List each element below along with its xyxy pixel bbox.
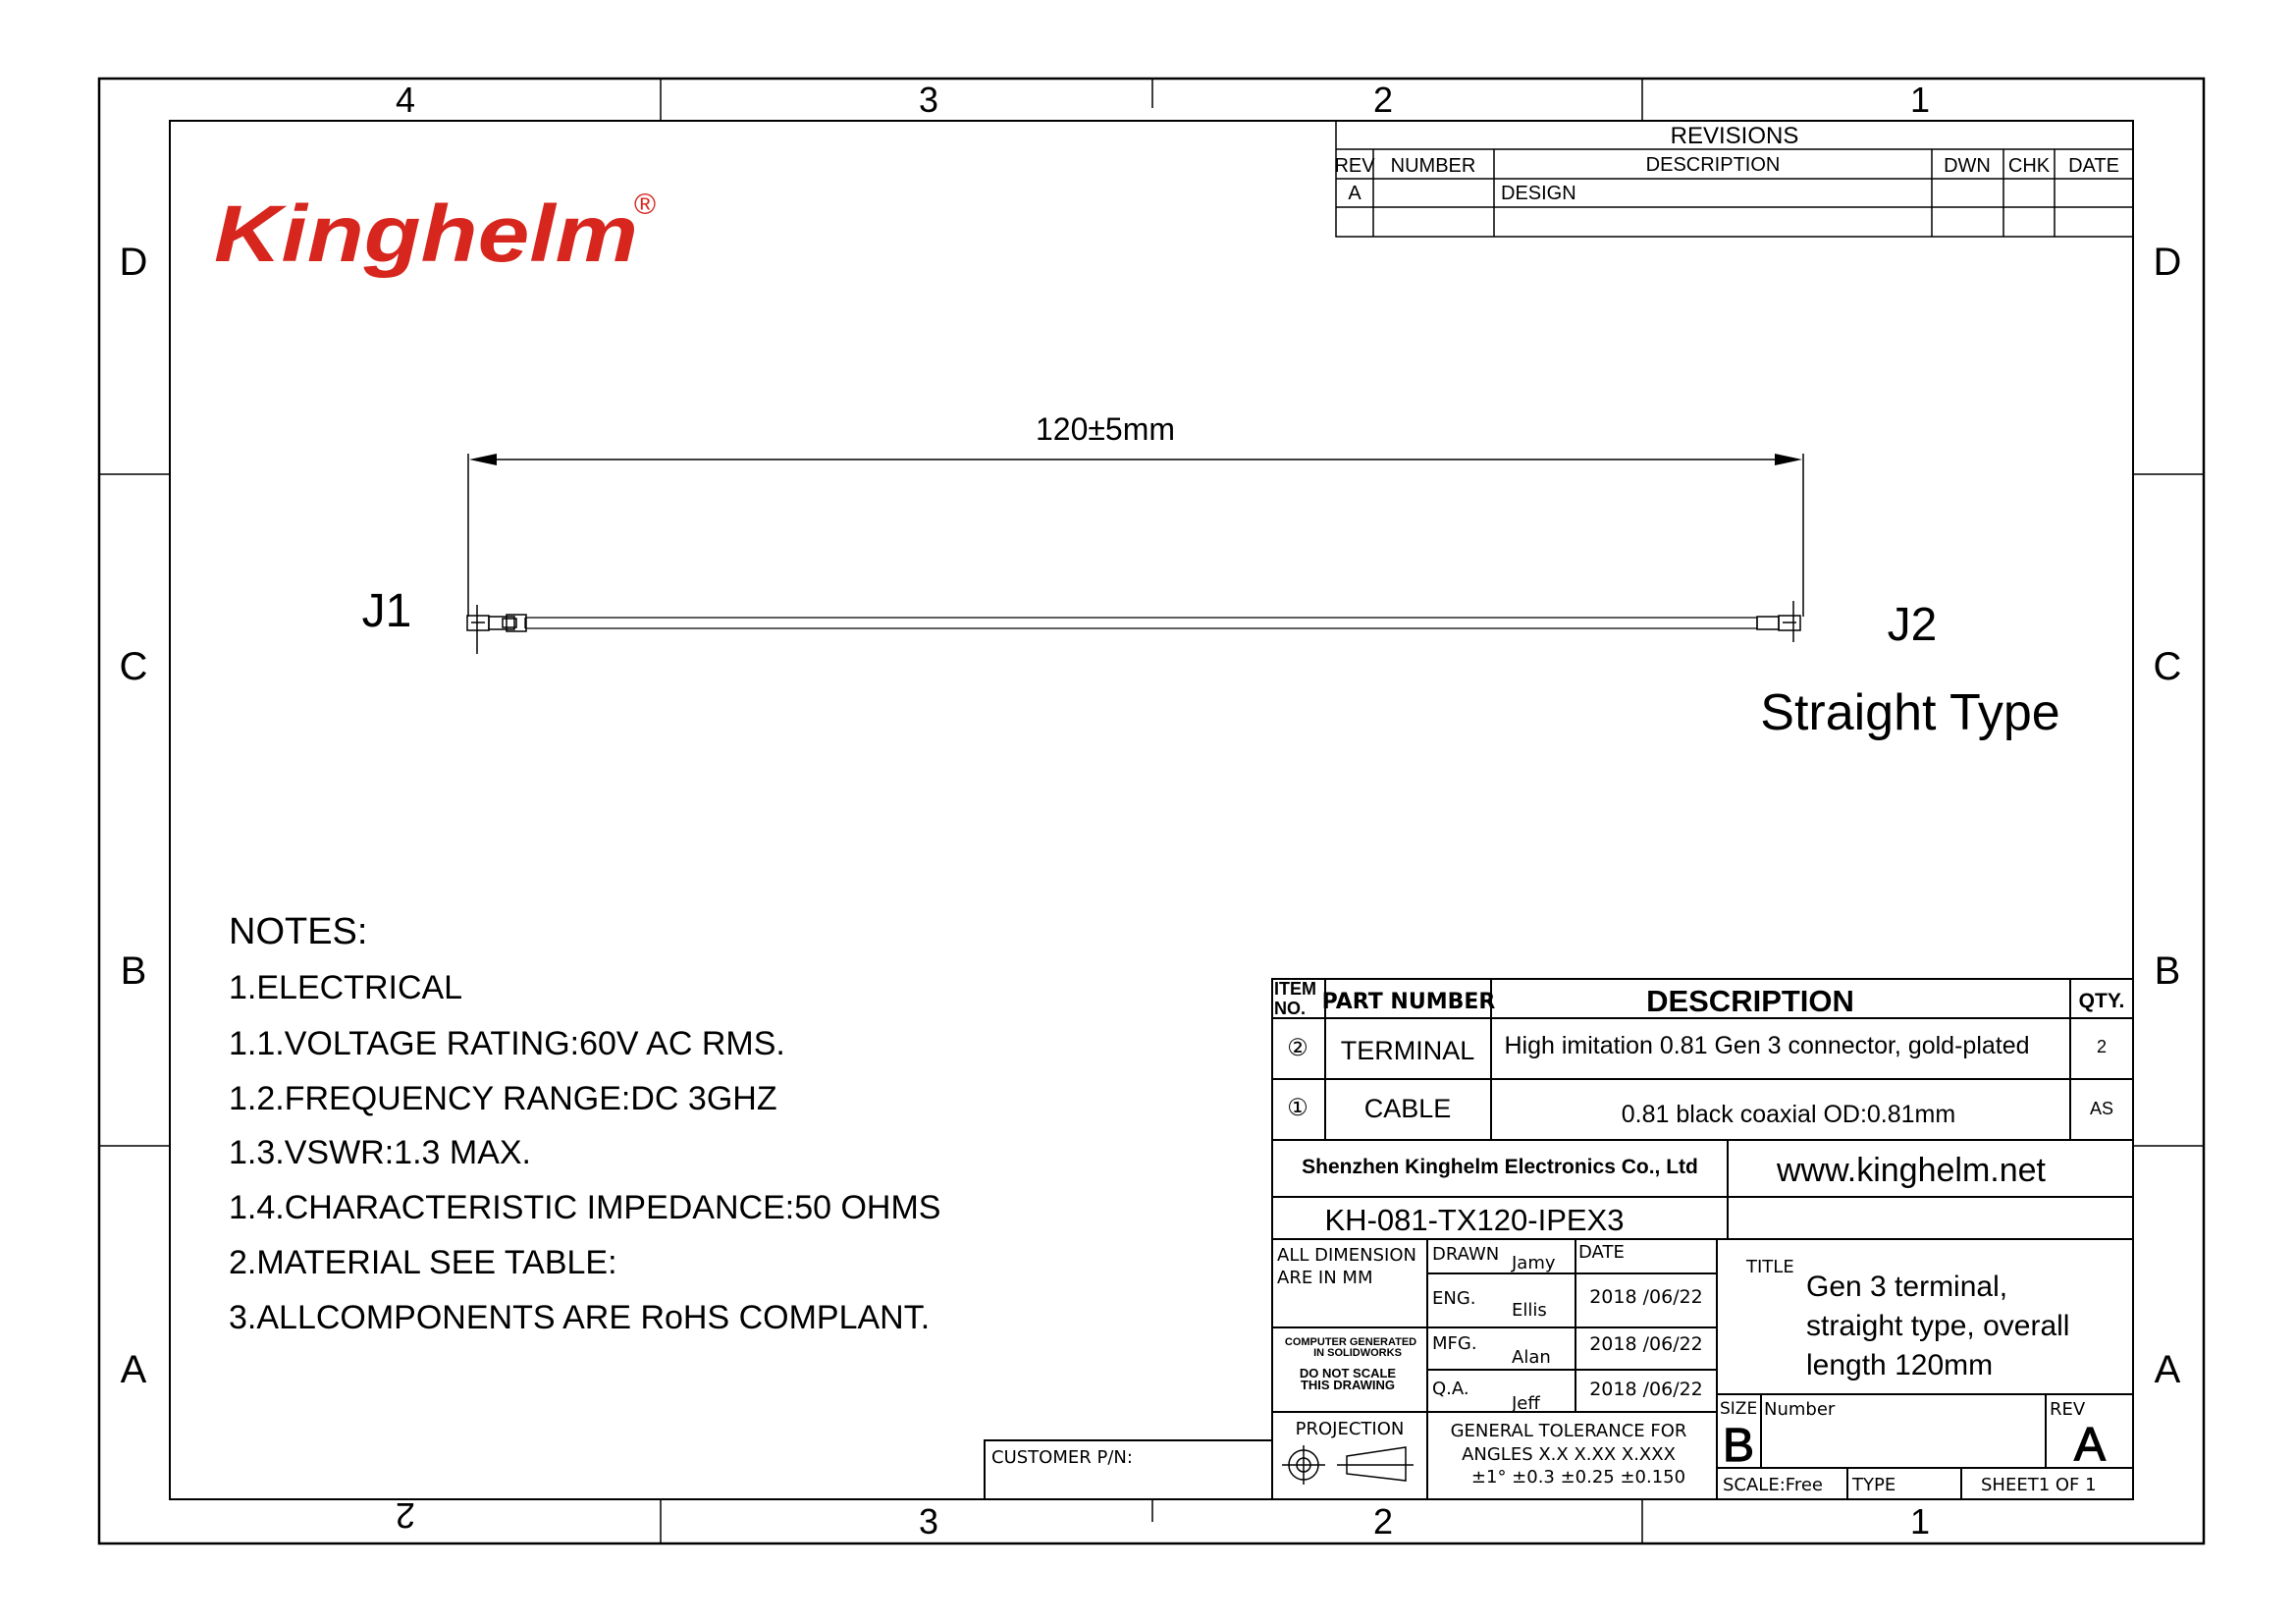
registered-mark: ® — [634, 189, 657, 221]
all-dimension-line2: ARE IN MM — [1277, 1268, 1373, 1288]
row-left-c: C — [119, 645, 148, 688]
type-label: Straight Type — [1760, 684, 2060, 741]
notes-line-impedance: 1.4.CHARACTERISTIC IMPEDANCE:50 OHMS — [229, 1189, 941, 1226]
rev-header-date: DATE — [2068, 155, 2119, 177]
part-number: KH-081-TX120-IPEX3 — [1324, 1203, 1625, 1237]
signoff-mfg-role: MFG. — [1432, 1333, 1477, 1354]
bom-row1-description: High imitation 0.81 Gen 3 connector, gold-plated — [1504, 1032, 2030, 1059]
tolerance-line3: ±1° ±0.3 ±0.25 ±0.150 — [1470, 1467, 1686, 1488]
rev-header-chk: CHK — [2007, 155, 2051, 177]
signoff-mfg-date: 2018 /06/22 — [1589, 1333, 1703, 1355]
zone-bottom-2: 2 — [1372, 1501, 1394, 1542]
customer-pn-label: CUSTOMER P/N: — [991, 1447, 1133, 1468]
bom-header-qty: QTY. — [2078, 990, 2125, 1012]
signoff-eng-name: Ellis — [1512, 1300, 1547, 1321]
cable-drawing — [362, 411, 2060, 741]
logo-text: Kinghelm — [214, 189, 638, 279]
signoff-qa-name: Jeff — [1512, 1393, 1540, 1414]
company-website: www.kinghelm.net — [1776, 1152, 2047, 1189]
signoff-eng-role: ENG. — [1432, 1288, 1476, 1309]
projection-label: PROJECTION — [1295, 1419, 1405, 1439]
size-label: SIZE — [1720, 1399, 1758, 1419]
row-right-d: D — [2153, 241, 2182, 284]
bom-row2-item: ① — [1287, 1095, 1308, 1121]
title-label: TITLE — [1746, 1257, 1794, 1277]
rev-header-rev: REV — [1334, 155, 1375, 177]
kinghelm-logo — [214, 189, 656, 279]
rev-row-rev: A — [1348, 183, 1362, 204]
signoff-mfg-name: Alan — [1512, 1347, 1551, 1368]
bom-row1-item: ② — [1287, 1035, 1308, 1061]
notes-line-electrical: 1.ELECTRICAL — [229, 969, 463, 1006]
zone-top-4: 4 — [395, 80, 416, 120]
company-name: Shenzhen Kinghelm Electronics Co., Ltd — [1302, 1156, 1698, 1178]
type-field-label: TYPE — [1852, 1475, 1896, 1495]
notes-line-frequency: 1.2.FREQUENCY RANGE:DC 3GHZ — [229, 1080, 777, 1117]
sheet-value: SHEET1 OF 1 — [1981, 1475, 2097, 1495]
title-line1: Gen 3 terminal, — [1806, 1271, 2008, 1303]
bom-header-item-1: ITEM — [1274, 979, 1316, 999]
row-left-b: B — [120, 949, 147, 993]
title-block — [985, 1140, 2133, 1499]
date-header: DATE — [1578, 1242, 1625, 1263]
title-line3: length 120mm — [1806, 1349, 1994, 1381]
notes-line-vswr: 1.3.VSWR:1.3 MAX. — [229, 1134, 531, 1171]
dimension-line — [468, 454, 1803, 617]
notes-block — [229, 911, 940, 1336]
notes-line-material: 2.MATERIAL SEE TABLE: — [229, 1244, 617, 1281]
projection-symbol-icon — [1282, 1445, 1414, 1485]
tolerance-line1: GENERAL TOLERANCE FOR — [1450, 1421, 1687, 1441]
revisions-title: REVISIONS — [1670, 123, 1799, 149]
computer-generated-line2: IN SOLIDWORKS — [1313, 1347, 1402, 1359]
signoff-qa-role: Q.A. — [1432, 1379, 1469, 1399]
zone-bottom-4: 2 — [395, 1495, 416, 1536]
row-right-b: B — [2154, 949, 2181, 993]
row-right-a: A — [2154, 1348, 2181, 1391]
zone-top-2: 2 — [1372, 80, 1394, 120]
signoff-drawn-role: DRAWN — [1432, 1244, 1500, 1265]
bom-row1-qty: 2 — [2096, 1037, 2108, 1056]
dimension-label: 120±5mm — [1035, 411, 1176, 447]
dimension-arrow-left — [469, 454, 497, 465]
scale-value: SCALE:Free — [1723, 1475, 1823, 1495]
row-left-a: A — [120, 1348, 147, 1391]
number-label: Number — [1764, 1399, 1836, 1420]
j1-connector — [467, 605, 526, 654]
notes-line-rohs: 3.ALLCOMPONENTS ARE RoHS COMPLANT. — [229, 1299, 931, 1336]
rev-header-description: DESCRIPTION — [1645, 154, 1781, 176]
rev-label: REV — [2050, 1399, 2086, 1420]
j2-connector — [1757, 601, 1800, 642]
zone-bottom-3: 3 — [918, 1501, 939, 1542]
bom-header-description: DESCRIPTION — [1646, 984, 1854, 1018]
notes-line-voltage: 1.1.VOLTAGE RATING:60V AC RMS. — [229, 1025, 785, 1062]
zone-top-1: 1 — [1909, 80, 1931, 120]
row-right-c: C — [2153, 645, 2182, 688]
do-not-scale-line2: THIS DRAWING — [1300, 1378, 1396, 1392]
row-left-d: D — [119, 241, 148, 284]
rev-header-number: NUMBER — [1390, 155, 1476, 177]
signoff-qa-date: 2018 /06/22 — [1589, 1379, 1703, 1400]
j1-label: J1 — [361, 585, 412, 637]
tolerance-line2: ANGLES X.X X.XX X.XXX — [1462, 1444, 1676, 1465]
size-value: B — [1722, 1420, 1755, 1472]
signoff-eng-date: 2018 /06/22 — [1589, 1286, 1703, 1308]
dimension-arrow-right — [1775, 454, 1802, 465]
title-line2: straight type, overall — [1806, 1310, 2070, 1342]
coax-cable — [525, 618, 1757, 628]
bom-row2-description: 0.81 black coaxial OD:0.81mm — [1621, 1101, 1956, 1128]
signoff-drawn-name: Jamy — [1512, 1253, 1556, 1273]
all-dimension-line1: ALL DIMENSION — [1277, 1245, 1416, 1266]
bom-row2-part: CABLE — [1363, 1094, 1452, 1123]
bom-row1-part: TERMINAL — [1340, 1036, 1475, 1065]
bom-table — [1272, 979, 2133, 1140]
rev-value: A — [2073, 1419, 2107, 1471]
do-not-scale-line1: DO NOT SCALE — [1299, 1366, 1397, 1380]
revisions-table — [1334, 121, 2133, 237]
rev-header-dwn: DWN — [1944, 155, 1991, 177]
zone-top-3: 3 — [918, 80, 939, 120]
notes-heading: NOTES: — [229, 911, 368, 952]
zone-bottom-1: 1 — [1909, 1501, 1931, 1542]
bom-header-item-2: NO. — [1274, 999, 1307, 1018]
bom-header-part-number: PART NUMBER — [1321, 990, 1496, 1014]
computer-generated-line1: COMPUTER GENERATED — [1284, 1336, 1417, 1348]
j2-label: J2 — [1887, 599, 1938, 651]
bom-row2-qty: AS — [2089, 1099, 2114, 1118]
rev-row-description: DESIGN — [1501, 183, 1576, 204]
